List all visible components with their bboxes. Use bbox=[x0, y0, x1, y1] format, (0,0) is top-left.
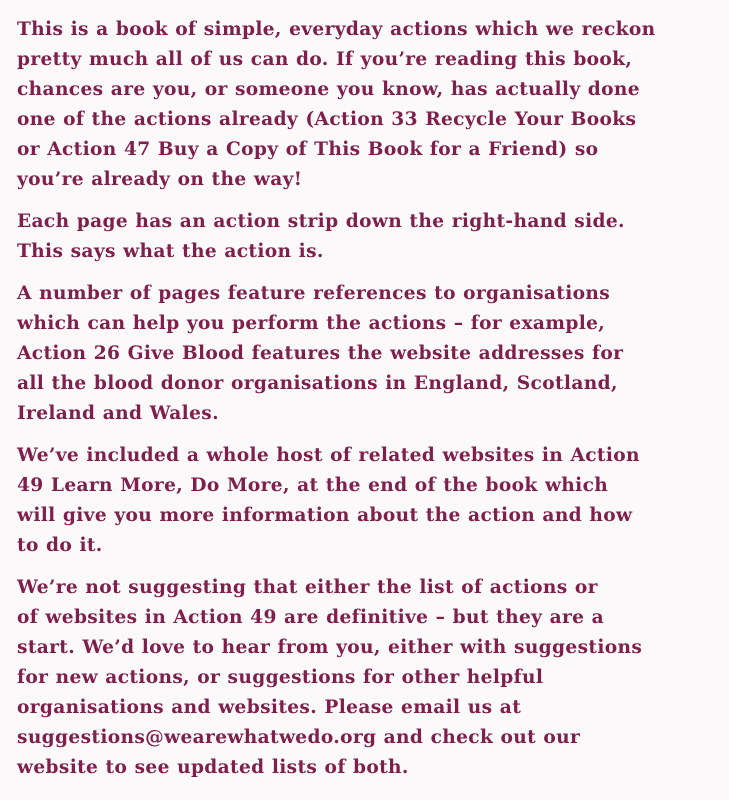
text-line: Each page has an action strip down the right-hand side. bbox=[17, 211, 625, 232]
text-line: you’re already on the way! bbox=[17, 169, 303, 190]
text-line: organisations and websites. Please email us at bbox=[17, 697, 522, 718]
text-line: of websites in Action 49 are definitive – but they are a bbox=[17, 607, 605, 628]
paragraph-intro bbox=[17, 15, 722, 195]
text-line: This is a book of simple, everyday actions which we reckon bbox=[17, 19, 656, 40]
paragraph-related-websites bbox=[17, 441, 722, 561]
text-line: This says what the action is. bbox=[17, 241, 324, 262]
text-line: We’re not suggesting that either the list of actions or bbox=[17, 577, 598, 598]
text-line: all the blood donor organisations in England, Scotland, bbox=[17, 373, 618, 394]
text-line: one of the actions already (Action 33 Recycle Your Books bbox=[17, 109, 637, 130]
text-line: suggestions@wearewhatwedo.org and check out our bbox=[17, 727, 581, 748]
book-intro-page bbox=[17, 15, 722, 795]
text-line: 49 Learn More, Do More, at the end of the book which bbox=[17, 475, 609, 496]
text-line: Ireland and Wales. bbox=[17, 403, 219, 424]
text-line: start. We’d love to hear from you, either with suggestions bbox=[17, 637, 643, 658]
text-line: which can help you perform the actions – for example, bbox=[17, 313, 606, 334]
text-line: website to see updated lists of both. bbox=[17, 757, 409, 778]
text-line: will give you more information about the action and how bbox=[17, 505, 633, 526]
paragraph-organisations bbox=[17, 279, 722, 429]
text-line: We’ve included a whole host of related websites in Action bbox=[17, 445, 640, 466]
text-line: or Action 47 Buy a Copy of This Book for a Friend) so bbox=[17, 139, 599, 160]
paragraph-action-strip bbox=[17, 207, 722, 267]
text-line: for new actions, or suggestions for other helpful bbox=[17, 667, 544, 688]
text-line: A number of pages feature references to organisations bbox=[17, 283, 611, 304]
text-line: chances are you, or someone you know, has actually done bbox=[17, 79, 640, 100]
text-line: pretty much all of us can do. If you’re reading this book, bbox=[17, 49, 633, 70]
text-line: to do it. bbox=[17, 535, 103, 556]
paragraph-suggestions bbox=[17, 573, 722, 783]
text-line: Action 26 Give Blood features the website addresses for bbox=[17, 343, 624, 364]
